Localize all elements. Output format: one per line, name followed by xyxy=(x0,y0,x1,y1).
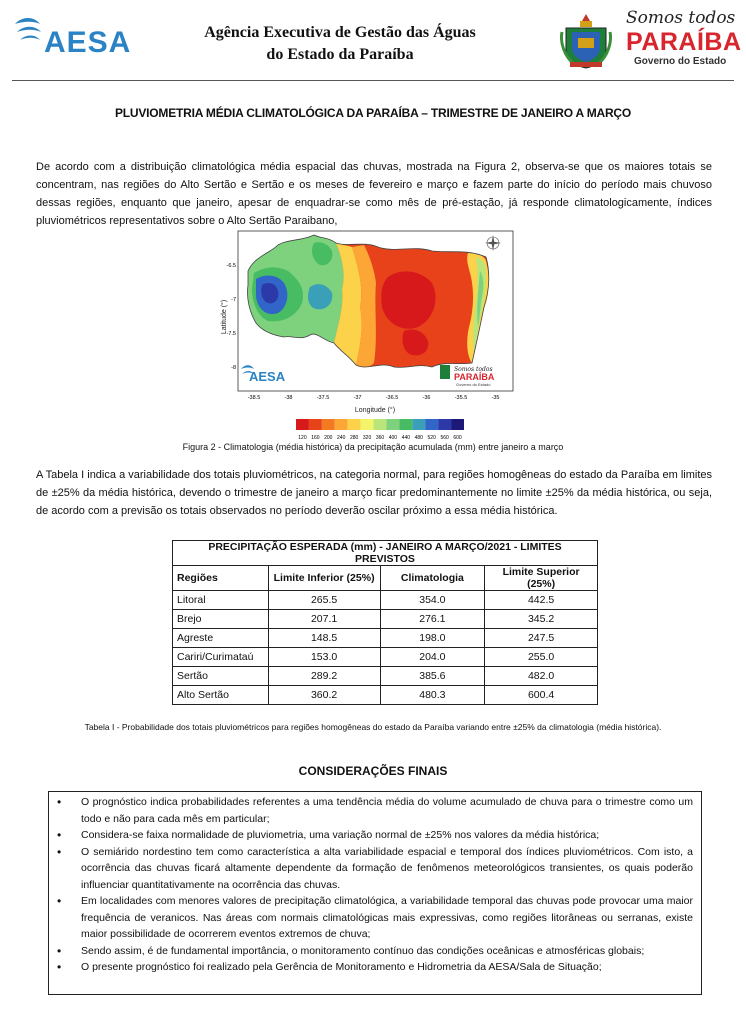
map-xlabel: Longitude (°) xyxy=(354,407,396,414)
inner-gov-subtitle: Governo do Estado xyxy=(456,382,491,387)
colorbar-label: 200 xyxy=(324,435,333,441)
table-row xyxy=(173,610,598,629)
colorbar-cell xyxy=(386,419,399,430)
bullet-icon: • xyxy=(57,960,62,974)
list-item xyxy=(57,893,693,943)
list-item xyxy=(57,827,693,844)
table-row xyxy=(173,591,598,610)
map-ytick-label: -7.5 xyxy=(226,331,236,337)
table-title: PRECIPITAÇÃO ESPERADA (mm) - JANEIRO A MARÇO/2021 - LIMITES PREVISTOS xyxy=(173,541,598,566)
colorbar-cell xyxy=(296,419,309,430)
region-cell: Litoral xyxy=(173,591,269,610)
upper-cell: 255.0 xyxy=(485,648,598,667)
final-considerations-box xyxy=(48,791,702,995)
colorbar-label: 120 xyxy=(298,435,307,441)
colorbar-cell xyxy=(348,419,361,430)
colorbar-label: 320 xyxy=(362,435,372,441)
agency-name-line1: Agência Executiva de Gestão das Águas xyxy=(204,24,476,41)
map-ylabel: Latitude (°) xyxy=(221,299,228,335)
map-xtick-label: -35 xyxy=(491,395,500,401)
precipitation-map xyxy=(218,227,516,415)
upper-cell: 442.5 xyxy=(485,591,598,610)
gov-subtitle: Governo do Estado xyxy=(634,56,727,67)
colorbar-cell xyxy=(374,419,387,430)
column-header-climatology: Climatologia xyxy=(380,566,485,591)
table-header-row xyxy=(173,566,598,591)
agency-name xyxy=(150,22,530,66)
inner-gov-slogan: Somos todos xyxy=(454,366,493,373)
column-header-lower: Limite Inferior (25%) xyxy=(268,566,380,591)
climatology-cell: 385.6 xyxy=(380,667,485,686)
colorbar-label: 240 xyxy=(337,435,346,441)
inner-crest-icon xyxy=(440,365,450,379)
bullet-icon: • xyxy=(57,943,62,958)
climatology-cell: 198.0 xyxy=(380,629,485,648)
precipitation-table xyxy=(172,540,598,705)
table-caption: Tabela I - Probabilidade dos totais pluviométricos para regiões homogêneas do estado da Paraíba variando entre ±25% da climatologia (média histórica). xyxy=(84,722,662,732)
table-row xyxy=(173,686,598,705)
climatology-cell: 480.3 xyxy=(380,686,485,705)
colorbar-label: 520 xyxy=(427,435,436,441)
list-item xyxy=(57,794,693,827)
colorbar-cell xyxy=(425,419,438,430)
gov-paraiba: PARAÍBA xyxy=(626,28,742,56)
colorbar-cell xyxy=(322,419,335,430)
bullet-icon: • xyxy=(57,894,62,908)
upper-cell: 600.4 xyxy=(485,686,598,705)
bullet-icon: • xyxy=(57,828,62,842)
map-xtick-label: -37.5 xyxy=(316,395,330,401)
aesa-logo-text: AESA xyxy=(44,26,132,59)
list-item-text: Considera-se faixa normalidade de pluviometria, uma variação normal de ±25% nos valores da média histórica; xyxy=(81,829,600,841)
page-title: PLUVIOMETRIA MÉDIA CLIMATOLÓGICA DA PARAÍBA – TRIMESTRE DE JANEIRO A MARÇO xyxy=(114,106,632,120)
inner-gov-paraiba: PARAÍBA xyxy=(454,372,495,382)
colorbar-label: 280 xyxy=(349,435,359,441)
colorbar-cell xyxy=(335,419,348,430)
lower-cell: 153.0 xyxy=(268,648,380,667)
map-xtick-label: -38 xyxy=(284,395,293,401)
column-header-upper: Limite Superior (25%) xyxy=(485,566,598,591)
upper-cell: 482.0 xyxy=(485,667,598,686)
region-cell: Agreste xyxy=(173,629,269,648)
list-item xyxy=(57,959,693,976)
list-item xyxy=(57,943,693,960)
list-item xyxy=(57,844,693,894)
lower-cell: 265.5 xyxy=(268,591,380,610)
region-cell: Alto Sertão xyxy=(173,686,269,705)
gov-slogan: Somos todos xyxy=(626,8,736,28)
colorbar-label: 160 xyxy=(311,435,320,441)
map-ytick-label: -6.5 xyxy=(226,263,236,269)
colorbar-cell xyxy=(451,419,464,430)
final-considerations-title: CONSIDERAÇÕES FINAIS xyxy=(298,764,448,778)
aesa-inner-logo-text: AESA xyxy=(249,369,286,384)
climatology-cell: 276.1 xyxy=(380,610,485,629)
climatology-cell: 204.0 xyxy=(380,648,485,667)
lower-cell: 289.2 xyxy=(268,667,380,686)
list-item-text: O presente prognóstico foi realizado pela Gerência de Monitoramento e Hidrometria da AESA/Sala de Situação; xyxy=(81,961,602,973)
colorbar-cell xyxy=(399,419,412,430)
list-item-text: Em localidades com menores valores de precipitação climatológica, a variabilidade temporal das chuvas pode provocar uma maior frequência de veranicos. Nas áreas com normais climatológicas mais expressivas, como regiões litorâneas ou serranas, existe maior possibilidade de ocorrerem eventos extremos de chuva; xyxy=(81,895,693,940)
intro-paragraph: De acordo com a distribuição climatológica média espacial das chuvas, mostrada na Figura 2, observa-se que os maiores totais se concentram, nas regiões do Alto Sertão e Sertão e os meses de fevereiro e março e fazem parte do início do período mais chuvoso dessas regiões, enquanto que janeiro, apesar de enquadrar-se como mês de pré-estação, já responde climatologicamente, índices pluviométricos representativos sobre o Alto Sertão Paraibano, xyxy=(36,161,712,227)
table-row xyxy=(173,648,598,667)
header-divider xyxy=(12,80,734,81)
map-ytick-label: -7 xyxy=(231,297,236,303)
colorbar-cell xyxy=(361,419,374,430)
map-xtick-label: -37 xyxy=(353,395,362,401)
lower-cell: 360.2 xyxy=(268,686,380,705)
colorbar-label: 400 xyxy=(388,435,398,441)
table-row xyxy=(173,629,598,648)
map-xtick-label: -36.5 xyxy=(385,395,399,401)
figure-caption: Figura 2 - Climatologia (média histórica) da precipitação acumulada (mm) entre janeiro a março xyxy=(182,442,564,452)
list-item-text: Sendo assim, é de fundamental importância, o monitoramento contínuo das condições oceânicas e atmosféricas globais; xyxy=(81,944,645,957)
map-colorbar xyxy=(296,415,464,441)
colorbar-label: 560 xyxy=(440,435,449,441)
colorbar-label: 600 xyxy=(453,435,462,441)
lower-cell: 148.5 xyxy=(268,629,380,648)
list-item-text: O semiárido nordestino tem como característica a alta variabilidade espacial e temporal dos índices pluviométricos. Com isto, a ocorrência das chuvas ficará altamente dependente da formação de fenômenos meteorológicos transientes, os quais poderão influenciar quantitativamente na ocorrência das chuvas. xyxy=(81,845,693,891)
colorbar-label: 480 xyxy=(414,435,423,441)
map-xtick-label: -36 xyxy=(422,395,431,401)
table-row xyxy=(173,667,598,686)
region-cell: Brejo xyxy=(173,610,269,629)
list-item-text: O prognóstico indica probabilidades referentes a uma tendência média do volume acumulado de chuva para o trimestre como um todo e não para cada mês em particular; xyxy=(81,796,693,825)
colorbar-label: 440 xyxy=(401,435,411,441)
map-xtick-label: -38.5 xyxy=(247,395,261,401)
colorbar-label: 360 xyxy=(375,435,385,441)
upper-cell: 345.2 xyxy=(485,610,598,629)
agency-name-line2: do Estado da Paraíba xyxy=(266,46,414,63)
colorbar-cell xyxy=(412,419,425,430)
state-crest-icon xyxy=(560,12,612,70)
map-ytick-label: -8 xyxy=(231,365,236,371)
bullet-icon: • xyxy=(57,795,62,809)
climatology-cell: 354.0 xyxy=(380,591,485,610)
colorbar-cell xyxy=(438,419,451,430)
map-xtick-label: -35.5 xyxy=(454,395,468,401)
column-header-regioes: Regiões xyxy=(173,566,269,591)
table-intro-paragraph: A Tabela I indica a variabilidade dos totais pluviométricos, na categoria normal, para regiões homogêneas do estado da Paraíba em limites de ±25% da média histórica, devendo o trimestre de janeiro a março ficar predominantemente no limite ±25% da média histórica, ou seja, de acordo com a previsão os totais observados no período deverão oscilar próximo a essa média histórica. xyxy=(36,469,712,517)
colorbar-cell xyxy=(309,419,322,430)
region-cell: Cariri/Curimataú xyxy=(173,648,269,667)
region-cell: Sertão xyxy=(173,667,269,686)
lower-cell: 207.1 xyxy=(268,610,380,629)
upper-cell: 247.5 xyxy=(485,629,598,648)
bullet-icon: • xyxy=(57,844,62,859)
